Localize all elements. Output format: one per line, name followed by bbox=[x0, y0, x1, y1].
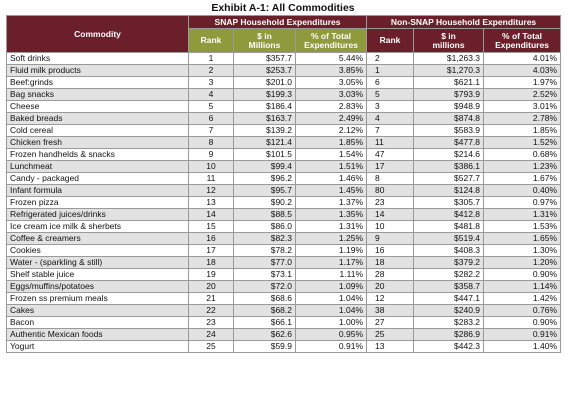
commodity-cell: Cheese bbox=[7, 101, 189, 113]
non-snap-rank-cell: 4 bbox=[367, 113, 414, 125]
commodity-cell: Coffee & creamers bbox=[7, 233, 189, 245]
snap-dollars-cell: $253.7 bbox=[234, 65, 296, 77]
snap-percent-cell: 1.35% bbox=[296, 209, 367, 221]
non-snap-rank-cell: 13 bbox=[367, 341, 414, 353]
non-snap-rank-cell: 12 bbox=[367, 293, 414, 305]
table-row bbox=[7, 125, 561, 137]
table-row bbox=[7, 149, 561, 161]
non-snap-rank-cell: 38 bbox=[367, 305, 414, 317]
snap-percent-cell: 3.03% bbox=[296, 89, 367, 101]
commodity-cell: Baked breads bbox=[7, 113, 189, 125]
snap-rank-cell: 18 bbox=[189, 257, 234, 269]
table-row bbox=[7, 113, 561, 125]
table-row bbox=[7, 185, 561, 197]
snap-percent-cell: 1.19% bbox=[296, 245, 367, 257]
commodity-cell: Infant formula bbox=[7, 185, 189, 197]
table-row bbox=[7, 53, 561, 65]
snap-dollars-cell: $68.2 bbox=[234, 305, 296, 317]
non-snap-percent-cell: 1.65% bbox=[484, 233, 561, 245]
non-snap-percent-cell: 1.42% bbox=[484, 293, 561, 305]
non-snap-percent-cell: 1.14% bbox=[484, 281, 561, 293]
non-snap-dollars-cell: $621.1 bbox=[414, 77, 484, 89]
commodity-cell: Water - (sparkling & still) bbox=[7, 257, 189, 269]
non-snap-dollars-cell: $1,270.3 bbox=[414, 65, 484, 77]
non-snap-rank-cell: 18 bbox=[367, 257, 414, 269]
snap-percent-cell: 5.44% bbox=[296, 53, 367, 65]
snap-dollars-cell: $99.4 bbox=[234, 161, 296, 173]
commodity-cell: Eggs/muffins/potatoes bbox=[7, 281, 189, 293]
non-snap-percent-cell: 1.52% bbox=[484, 137, 561, 149]
table-row bbox=[7, 65, 561, 77]
non-snap-dollars-cell: $358.7 bbox=[414, 281, 484, 293]
column-header-commodity: Commodity bbox=[7, 16, 189, 53]
table-row bbox=[7, 197, 561, 209]
commodity-cell: Lunchmeat bbox=[7, 161, 189, 173]
snap-rank-cell: 3 bbox=[189, 77, 234, 89]
non-snap-rank-cell: 8 bbox=[367, 173, 414, 185]
non-snap-dollars-cell: $283.2 bbox=[414, 317, 484, 329]
snap-rank-cell: 15 bbox=[189, 221, 234, 233]
snap-rank-cell: 23 bbox=[189, 317, 234, 329]
snap-rank-cell: 1 bbox=[189, 53, 234, 65]
snap-dollars-cell: $77.0 bbox=[234, 257, 296, 269]
commodity-cell: Bacon bbox=[7, 317, 189, 329]
non-snap-rank-cell: 11 bbox=[367, 137, 414, 149]
non-snap-dollars-cell: $408.3 bbox=[414, 245, 484, 257]
snap-rank-cell: 7 bbox=[189, 125, 234, 137]
snap-dollars-cell: $357.7 bbox=[234, 53, 296, 65]
snap-rank-cell: 4 bbox=[189, 89, 234, 101]
non-snap-dollars-cell: $519.4 bbox=[414, 233, 484, 245]
non-snap-rank-cell: 7 bbox=[367, 125, 414, 137]
non-snap-percent-cell: 4.01% bbox=[484, 53, 561, 65]
snap-dollars-cell: $62.6 bbox=[234, 329, 296, 341]
non-snap-percent-cell: 1.97% bbox=[484, 77, 561, 89]
snap-dollars-cell: $66.1 bbox=[234, 317, 296, 329]
commodity-cell: Cookies bbox=[7, 245, 189, 257]
table-row bbox=[7, 257, 561, 269]
snap-dollars-cell: $90.2 bbox=[234, 197, 296, 209]
non-snap-percent-cell: 0.76% bbox=[484, 305, 561, 317]
snap-rank-cell: 17 bbox=[189, 245, 234, 257]
non-snap-dollars-cell: $948.9 bbox=[414, 101, 484, 113]
non-snap-percent-cell: 3.01% bbox=[484, 101, 561, 113]
non-snap-percent-cell: 2.78% bbox=[484, 113, 561, 125]
non-snap-dollars-cell: $124.8 bbox=[414, 185, 484, 197]
table-row bbox=[7, 101, 561, 113]
group-header-non-snap: Non-SNAP Household Expenditures bbox=[367, 16, 561, 29]
snap-rank-cell: 19 bbox=[189, 269, 234, 281]
snap-percent-cell: 1.85% bbox=[296, 137, 367, 149]
non-snap-rank-cell: 5 bbox=[367, 89, 414, 101]
commodity-cell: Ice cream ice milk & sherbets bbox=[7, 221, 189, 233]
non-snap-dollars-cell: $527.7 bbox=[414, 173, 484, 185]
snap-dollars-cell: $95.7 bbox=[234, 185, 296, 197]
non-snap-rank-cell: 1 bbox=[367, 65, 414, 77]
non-snap-percent-cell: 1.30% bbox=[484, 245, 561, 257]
table-body bbox=[7, 53, 561, 353]
non-snap-dollars-cell: $583.9 bbox=[414, 125, 484, 137]
non-snap-dollars-cell: $874.8 bbox=[414, 113, 484, 125]
non-snap-rank-cell: 23 bbox=[367, 197, 414, 209]
non-snap-rank-cell: 27 bbox=[367, 317, 414, 329]
snap-percent-cell: 2.49% bbox=[296, 113, 367, 125]
non-snap-percent-cell: 1.23% bbox=[484, 161, 561, 173]
non-snap-dollars-cell: $286.9 bbox=[414, 329, 484, 341]
commodity-cell: Cakes bbox=[7, 305, 189, 317]
snap-rank-cell: 14 bbox=[189, 209, 234, 221]
snap-percent-cell: 1.51% bbox=[296, 161, 367, 173]
commodity-cell: Yogurt bbox=[7, 341, 189, 353]
snap-dollars-cell: $186.4 bbox=[234, 101, 296, 113]
non-snap-percent-cell: 0.91% bbox=[484, 329, 561, 341]
non-snap-rank-cell: 28 bbox=[367, 269, 414, 281]
table-row bbox=[7, 233, 561, 245]
snap-rank-cell: 13 bbox=[189, 197, 234, 209]
table-row bbox=[7, 329, 561, 341]
column-header-snap-rank: Rank bbox=[189, 29, 234, 53]
commodity-cell: Frozen handhelds & snacks bbox=[7, 149, 189, 161]
table-row bbox=[7, 281, 561, 293]
non-snap-rank-cell: 6 bbox=[367, 77, 414, 89]
table-row bbox=[7, 305, 561, 317]
non-snap-dollars-cell: $447.1 bbox=[414, 293, 484, 305]
snap-percent-cell: 3.05% bbox=[296, 77, 367, 89]
snap-percent-cell: 1.54% bbox=[296, 149, 367, 161]
non-snap-percent-cell: 0.90% bbox=[484, 269, 561, 281]
non-snap-percent-cell: 0.68% bbox=[484, 149, 561, 161]
snap-dollars-cell: $68.6 bbox=[234, 293, 296, 305]
column-header-non-snap-dollars: $ in millions bbox=[414, 29, 484, 53]
column-header-non-snap-percent: % of Total Expenditures bbox=[484, 29, 561, 53]
non-snap-dollars-cell: $477.8 bbox=[414, 137, 484, 149]
snap-dollars-cell: $163.7 bbox=[234, 113, 296, 125]
snap-dollars-cell: $201.0 bbox=[234, 77, 296, 89]
table-row bbox=[7, 161, 561, 173]
table-row bbox=[7, 209, 561, 221]
snap-dollars-cell: $72.0 bbox=[234, 281, 296, 293]
snap-percent-cell: 3.85% bbox=[296, 65, 367, 77]
snap-percent-cell: 1.04% bbox=[296, 305, 367, 317]
non-snap-rank-cell: 10 bbox=[367, 221, 414, 233]
non-snap-percent-cell: 0.90% bbox=[484, 317, 561, 329]
table-row bbox=[7, 77, 561, 89]
non-snap-dollars-cell: $379.2 bbox=[414, 257, 484, 269]
snap-rank-cell: 20 bbox=[189, 281, 234, 293]
commodities-table bbox=[6, 15, 561, 353]
column-header-non-snap-rank: Rank bbox=[367, 29, 414, 53]
commodity-cell: Frozen ss premium meals bbox=[7, 293, 189, 305]
commodity-cell: Frozen pizza bbox=[7, 197, 189, 209]
commodity-cell: Chicken fresh bbox=[7, 137, 189, 149]
table-row bbox=[7, 137, 561, 149]
non-snap-percent-cell: 1.85% bbox=[484, 125, 561, 137]
snap-rank-cell: 16 bbox=[189, 233, 234, 245]
snap-dollars-cell: $101.5 bbox=[234, 149, 296, 161]
snap-percent-cell: 1.17% bbox=[296, 257, 367, 269]
snap-rank-cell: 25 bbox=[189, 341, 234, 353]
snap-dollars-cell: $73.1 bbox=[234, 269, 296, 281]
commodity-cell: Beef:grinds bbox=[7, 77, 189, 89]
non-snap-rank-cell: 20 bbox=[367, 281, 414, 293]
table-row bbox=[7, 173, 561, 185]
non-snap-dollars-cell: $442.3 bbox=[414, 341, 484, 353]
non-snap-dollars-cell: $214.6 bbox=[414, 149, 484, 161]
non-snap-dollars-cell: $412.8 bbox=[414, 209, 484, 221]
exhibit-title: Exhibit A-1: All Commodities bbox=[211, 2, 355, 14]
snap-dollars-cell: $59.9 bbox=[234, 341, 296, 353]
snap-percent-cell: 1.00% bbox=[296, 317, 367, 329]
column-header-snap-percent: % of Total Expenditures bbox=[296, 29, 367, 53]
non-snap-rank-cell: 25 bbox=[367, 329, 414, 341]
snap-rank-cell: 21 bbox=[189, 293, 234, 305]
snap-percent-cell: 1.46% bbox=[296, 173, 367, 185]
snap-dollars-cell: $82.3 bbox=[234, 233, 296, 245]
snap-rank-cell: 12 bbox=[189, 185, 234, 197]
snap-percent-cell: 1.31% bbox=[296, 221, 367, 233]
non-snap-percent-cell: 1.20% bbox=[484, 257, 561, 269]
snap-rank-cell: 9 bbox=[189, 149, 234, 161]
group-header-snap: SNAP Household Expenditures bbox=[189, 16, 367, 29]
non-snap-dollars-cell: $793.9 bbox=[414, 89, 484, 101]
snap-percent-cell: 2.83% bbox=[296, 101, 367, 113]
non-snap-dollars-cell: $1,263.3 bbox=[414, 53, 484, 65]
snap-percent-cell: 1.09% bbox=[296, 281, 367, 293]
non-snap-dollars-cell: $386.1 bbox=[414, 161, 484, 173]
snap-rank-cell: 24 bbox=[189, 329, 234, 341]
non-snap-percent-cell: 4.03% bbox=[484, 65, 561, 77]
column-header-snap-dollars: $ in Millions bbox=[234, 29, 296, 53]
non-snap-dollars-cell: $305.7 bbox=[414, 197, 484, 209]
table-row bbox=[7, 89, 561, 101]
non-snap-rank-cell: 16 bbox=[367, 245, 414, 257]
snap-percent-cell: 1.11% bbox=[296, 269, 367, 281]
snap-dollars-cell: $96.2 bbox=[234, 173, 296, 185]
snap-dollars-cell: $86.0 bbox=[234, 221, 296, 233]
commodity-cell: Refrigerated juices/drinks bbox=[7, 209, 189, 221]
commodity-cell: Soft drinks bbox=[7, 53, 189, 65]
non-snap-percent-cell: 1.31% bbox=[484, 209, 561, 221]
snap-rank-cell: 2 bbox=[189, 65, 234, 77]
snap-dollars-cell: $139.2 bbox=[234, 125, 296, 137]
non-snap-rank-cell: 3 bbox=[367, 101, 414, 113]
non-snap-rank-cell: 2 bbox=[367, 53, 414, 65]
table-row bbox=[7, 245, 561, 257]
snap-rank-cell: 10 bbox=[189, 161, 234, 173]
table-row bbox=[7, 269, 561, 281]
snap-rank-cell: 6 bbox=[189, 113, 234, 125]
commodity-cell: Cold cereal bbox=[7, 125, 189, 137]
snap-dollars-cell: $78.2 bbox=[234, 245, 296, 257]
table-row bbox=[7, 221, 561, 233]
snap-percent-cell: 1.04% bbox=[296, 293, 367, 305]
table-row bbox=[7, 317, 561, 329]
snap-percent-cell: 0.95% bbox=[296, 329, 367, 341]
table-row bbox=[7, 341, 561, 353]
snap-percent-cell: 1.45% bbox=[296, 185, 367, 197]
non-snap-dollars-cell: $481.8 bbox=[414, 221, 484, 233]
snap-dollars-cell: $88.5 bbox=[234, 209, 296, 221]
non-snap-percent-cell: 2.52% bbox=[484, 89, 561, 101]
non-snap-rank-cell: 9 bbox=[367, 233, 414, 245]
snap-rank-cell: 8 bbox=[189, 137, 234, 149]
commodity-cell: Fluid milk products bbox=[7, 65, 189, 77]
non-snap-dollars-cell: $240.9 bbox=[414, 305, 484, 317]
table-row bbox=[7, 293, 561, 305]
non-snap-dollars-cell: $282.2 bbox=[414, 269, 484, 281]
non-snap-percent-cell: 0.40% bbox=[484, 185, 561, 197]
non-snap-rank-cell: 47 bbox=[367, 149, 414, 161]
non-snap-rank-cell: 80 bbox=[367, 185, 414, 197]
snap-dollars-cell: $199.3 bbox=[234, 89, 296, 101]
non-snap-rank-cell: 17 bbox=[367, 161, 414, 173]
commodity-cell: Shelf stable juice bbox=[7, 269, 189, 281]
non-snap-percent-cell: 1.53% bbox=[484, 221, 561, 233]
snap-percent-cell: 1.25% bbox=[296, 233, 367, 245]
snap-percent-cell: 1.37% bbox=[296, 197, 367, 209]
snap-percent-cell: 0.91% bbox=[296, 341, 367, 353]
commodity-cell: Authentic Mexican foods bbox=[7, 329, 189, 341]
commodity-cell: Candy - packaged bbox=[7, 173, 189, 185]
non-snap-percent-cell: 1.40% bbox=[484, 341, 561, 353]
snap-rank-cell: 22 bbox=[189, 305, 234, 317]
snap-percent-cell: 2.12% bbox=[296, 125, 367, 137]
snap-rank-cell: 11 bbox=[189, 173, 234, 185]
snap-dollars-cell: $121.4 bbox=[234, 137, 296, 149]
snap-rank-cell: 5 bbox=[189, 101, 234, 113]
non-snap-percent-cell: 0.97% bbox=[484, 197, 561, 209]
commodity-cell: Bag snacks bbox=[7, 89, 189, 101]
non-snap-percent-cell: 1.67% bbox=[484, 173, 561, 185]
non-snap-rank-cell: 14 bbox=[367, 209, 414, 221]
